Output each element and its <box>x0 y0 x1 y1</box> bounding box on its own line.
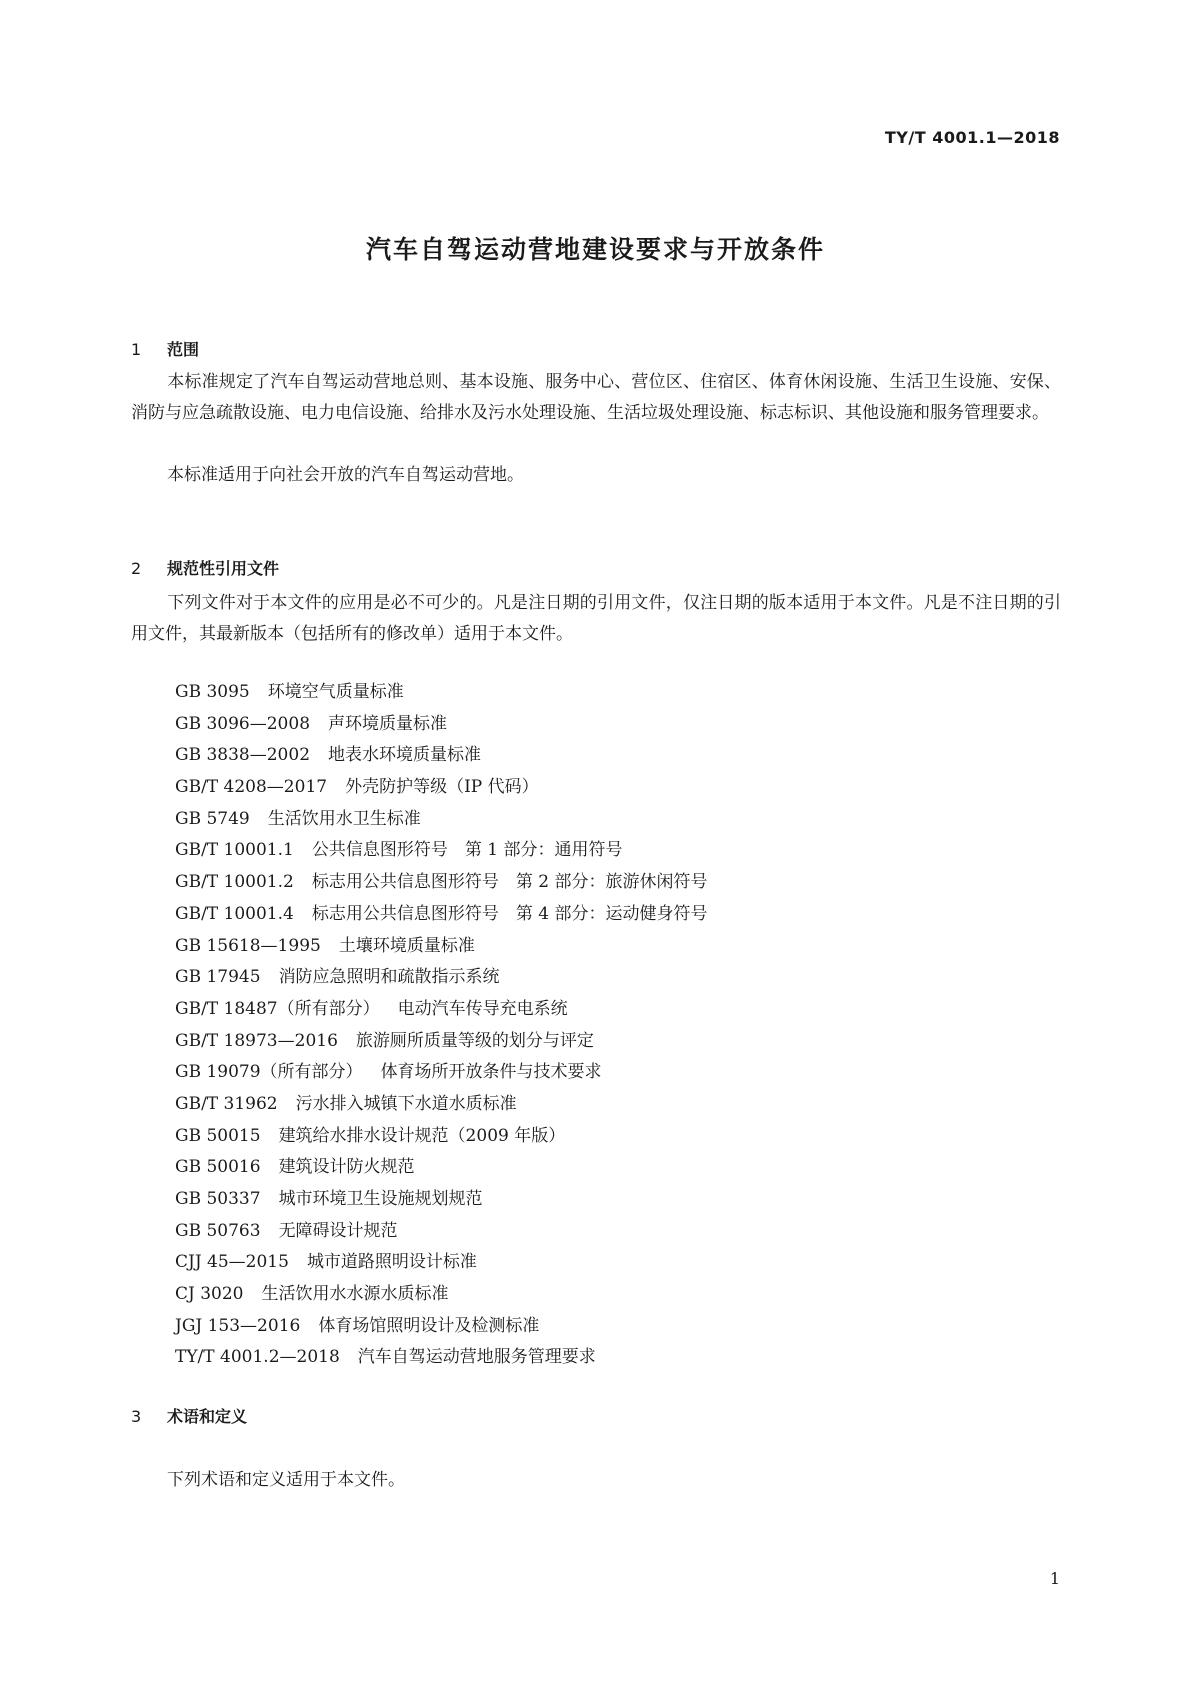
reference-item <box>175 835 707 867</box>
reference-item <box>175 1279 707 1311</box>
terms-intro-paragraph <box>131 1465 1061 1496</box>
standard-code: TY/T 4001.1—2018 <box>884 128 1060 147</box>
reference-code: GB 3095 <box>175 682 250 702</box>
reference-name: 标志用公共信息图形符号 第 4 部分：运动健身符号 <box>311 903 708 924</box>
scope-text-2: 本标准适用于向社会开放的汽车自驾运动营地。 <box>167 465 524 485</box>
reference-code: CJ 3020 <box>175 1284 244 1305</box>
reference-name: 外壳防护等级（IP 代码） <box>345 777 539 798</box>
reference-code: GB/T 31962 <box>175 1093 278 1114</box>
reference-name: 建筑设计防火规范 <box>278 1157 415 1178</box>
reference-name: 体育场馆照明设计及检测标准 <box>318 1315 540 1336</box>
reference-name: 环境空气质量标准 <box>267 682 404 702</box>
reference-name: 城市环境卫生设施规划规范 <box>278 1189 483 1209</box>
reference-item <box>175 962 707 994</box>
reference-item <box>175 994 707 1026</box>
reference-code: GB 50337 <box>175 1189 261 1209</box>
reference-item <box>175 1247 707 1279</box>
reference-name: 污水排入城镇下水道水质标准 <box>295 1093 517 1114</box>
reference-code: GB 19079（所有部分） <box>175 1062 363 1083</box>
reference-code: TY/T 4001.2—2018 <box>175 1347 340 1368</box>
reference-item <box>175 772 707 804</box>
reference-name: 生活饮用水卫生标准 <box>267 808 421 829</box>
reference-name: 汽车自驾运动营地服务管理要求 <box>357 1347 596 1368</box>
reference-code: GB/T 10001.2 <box>175 872 294 893</box>
reference-name: 无障碍设计规范 <box>278 1220 398 1241</box>
section-number: 2 <box>131 559 142 578</box>
section-number: 1 <box>131 340 142 359</box>
reference-item <box>175 804 707 836</box>
reference-code: GB/T 10001.4 <box>175 903 294 924</box>
reference-name: 标志用公共信息图形符号 第 2 部分：旅游休闲符号 <box>311 872 708 893</box>
reference-item <box>175 740 707 772</box>
section-3-heading <box>131 1404 247 1427</box>
reference-item <box>175 1026 707 1058</box>
reference-item <box>175 899 707 931</box>
reference-code: CJJ 45—2015 <box>175 1252 289 1273</box>
reference-code: GB/T 4208—2017 <box>175 777 328 798</box>
reference-name: 体育场所开放条件与技术要求 <box>380 1062 602 1083</box>
reference-item <box>175 677 707 709</box>
scope-paragraph-1 <box>131 367 1061 429</box>
reference-item <box>175 1152 707 1184</box>
reference-name: 生活饮用水水源水质标准 <box>261 1284 449 1305</box>
reference-code: GB/T 18487（所有部分） <box>175 998 380 1019</box>
reference-code: GB/T 10001.1 <box>175 840 294 861</box>
refs-intro-paragraph <box>131 588 1061 650</box>
reference-code: GB 50016 <box>175 1157 261 1178</box>
reference-item <box>175 1089 707 1121</box>
reference-item <box>175 1057 707 1089</box>
reference-item <box>175 1184 707 1216</box>
section-number: 3 <box>131 1407 142 1426</box>
reference-name: 电动汽车传导充电系统 <box>397 998 568 1019</box>
reference-item <box>175 867 707 899</box>
reference-code: GB 15618—1995 <box>175 935 321 956</box>
reference-code: GB 50763 <box>175 1220 261 1241</box>
reference-code: GB 50015 <box>175 1125 261 1146</box>
section-title: 规范性引用文件 <box>167 559 280 578</box>
reference-name: 声环境质量标准 <box>328 713 448 734</box>
reference-item <box>175 931 707 963</box>
reference-code: GB 5749 <box>175 808 250 829</box>
reference-name: 建筑给水排水设计规范（2009 年版） <box>278 1125 566 1146</box>
reference-code: GB/T 18973—2016 <box>175 1030 338 1051</box>
reference-code: GB 3096—2008 <box>175 713 311 734</box>
terms-intro-text: 下列术语和定义适用于本文件。 <box>167 1470 405 1490</box>
document-title: 汽车自驾运动营地建设要求与开放条件 <box>365 235 825 264</box>
reference-name: 旅游厕所质量等级的划分与评定 <box>355 1030 594 1051</box>
reference-code: GB 17945 <box>175 967 261 988</box>
section-2-heading <box>131 556 279 579</box>
reference-code: JGJ 153—2016 <box>175 1315 301 1336</box>
reference-code: GB 3838—2002 <box>175 745 311 766</box>
reference-name: 公共信息图形符号 第 1 部分：通用符号 <box>311 840 623 861</box>
section-title: 范围 <box>167 340 200 359</box>
scope-text-1: 本标准规定了汽车自驾运动营地总则、基本设施、服务中心、营位区、住宿区、体育休闲设施、生活卫生设施、安保、消防与应急疏散设施、电力电信设施、给排水及污水处理设施、生活垃圾处理设施、标志标识、其他设施和服务管理要求。 <box>131 372 1061 423</box>
section-title: 术语和定义 <box>167 1407 248 1426</box>
reference-item <box>175 1342 707 1374</box>
reference-item <box>175 1216 707 1248</box>
reference-name: 土壤环境质量标准 <box>338 935 475 956</box>
reference-item <box>175 1121 707 1153</box>
reference-name: 消防应急照明和疏散指示系统 <box>278 967 500 988</box>
reference-list <box>175 677 707 1374</box>
reference-name: 城市道路照明设计标准 <box>306 1252 477 1273</box>
page-number: 1 <box>1049 1569 1060 1588</box>
scope-paragraph-2 <box>131 460 1061 491</box>
reference-item <box>175 709 707 741</box>
refs-intro-text: 下列文件对于本文件的应用是必不可少的。凡是注日期的引用文件，仅注日期的版本适用于本文件。凡是不注日期的引用文件，其最新版本（包括所有的修改单）适用于本文件。 <box>131 593 1061 644</box>
reference-item <box>175 1311 707 1343</box>
section-1-heading <box>131 337 199 360</box>
reference-name: 地表水环境质量标准 <box>328 745 482 766</box>
